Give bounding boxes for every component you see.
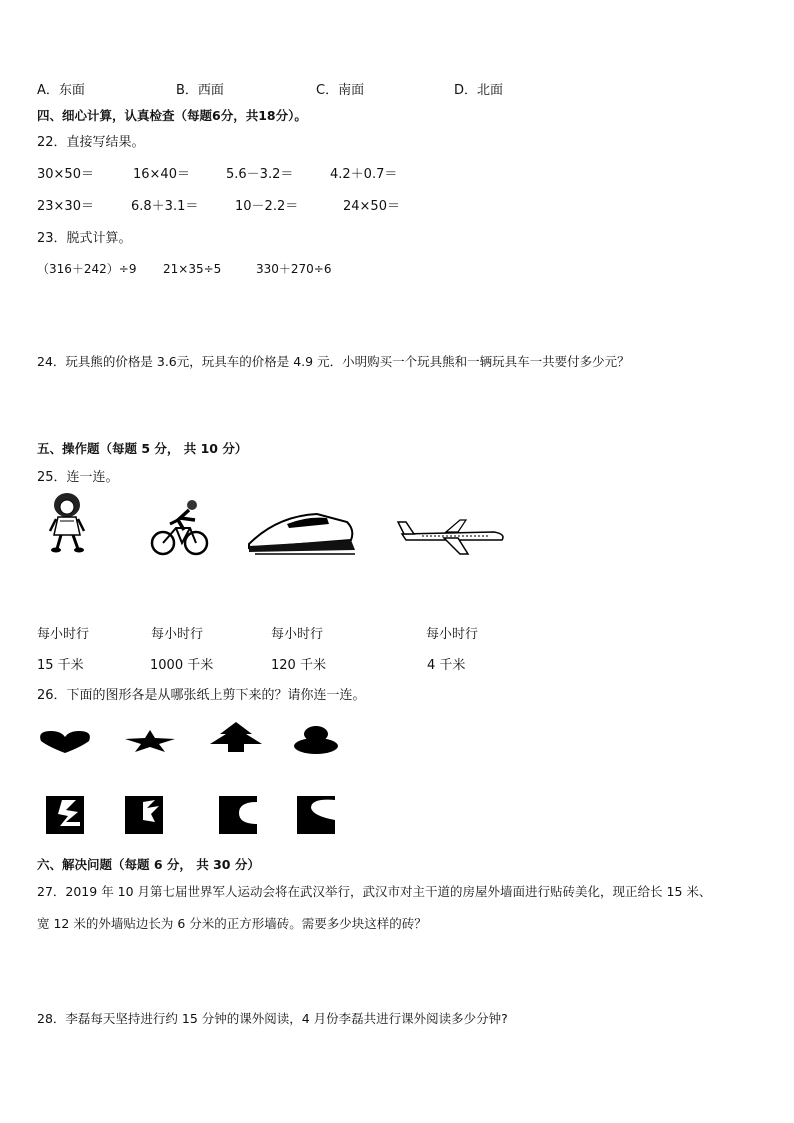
paper-cut-star-icon <box>125 796 163 834</box>
girl-walking-icon <box>45 491 90 553</box>
speed-prefix: 每小时行 <box>151 627 204 642</box>
option-d: D．北面 <box>454 83 504 98</box>
q25-label: 25．连一连。 <box>37 470 119 485</box>
speed-prefix: 每小时行 <box>271 627 324 642</box>
q22-item: 4.2＋0.7＝ <box>330 167 398 182</box>
q23-item: （316＋242）÷9 <box>37 262 137 276</box>
paper-cut-round-icon <box>219 796 257 834</box>
section-5-title: 五、操作题（每题 5 分， 共 10 分） <box>37 441 248 456</box>
option-c: C．南面 <box>316 83 365 98</box>
option-b: B．西面 <box>176 83 224 98</box>
q23-item: 330＋270÷6 <box>256 262 332 276</box>
paper-cut-heart-icon <box>297 796 335 834</box>
q22-item: 10－2.2＝ <box>235 199 299 214</box>
q24-text: 24．玩具熊的价格是 3.6元，玩具车的价格是 4.9 元．小明购买一个玩具熊和一辆玩具车一共要付多少元？ <box>37 354 630 369</box>
q27-line1: 27．2019 年 10 月第七届世界军人运动会将在武汉举行，武汉市对主干道的房屋外墙面进行贴砖美化，现正给长 15 米、 <box>37 884 712 899</box>
q23-label: 23．脱式计算。 <box>37 231 132 246</box>
speed-prefix: 每小时行 <box>37 627 90 642</box>
section-4-title: 四、细心计算，认真检查（每题6分，共18分）。 <box>37 108 307 123</box>
q22-item: 23×30＝ <box>37 199 94 214</box>
speed-value: 4 千米 <box>427 658 466 673</box>
speed-value: 1000 千米 <box>150 658 214 673</box>
q28-text: 28．李磊每天坚持进行约 15 分钟的课外阅读，4 月份李磊共进行课外阅读多少分钟? <box>37 1011 508 1026</box>
paper-cut-zigzag-icon <box>46 796 84 834</box>
star-icon <box>125 730 175 752</box>
q22-item: 6.8＋3.1＝ <box>131 199 199 214</box>
q22-item: 30×50＝ <box>37 167 94 182</box>
q22-item: 24×50＝ <box>343 199 400 214</box>
arrow-tree-icon <box>208 722 264 752</box>
q23-item: 21×35÷5 <box>163 262 222 276</box>
speed-value: 120 千米 <box>271 658 326 673</box>
q22-label: 22．直接写结果。 <box>37 135 145 150</box>
snowman-shape-icon <box>293 726 339 754</box>
q22-item: 16×40＝ <box>133 167 190 182</box>
q22-item: 5.6－3.2＝ <box>226 167 294 182</box>
heart-icon <box>39 729 91 753</box>
option-a: A．东面 <box>37 83 85 98</box>
cyclist-icon <box>150 496 210 558</box>
q26-label: 26．下面的图形各是从哪张纸上剪下来的？请你连一连。 <box>37 688 366 703</box>
speed-value: 15 千米 <box>37 658 84 673</box>
section-6-title: 六、解决问题（每题 6 分， 共 30 分） <box>37 857 260 872</box>
airplane-icon <box>396 516 508 556</box>
q27-line2: 宽 12 米的外墙贴边长为 6 分米的正方形墙砖。需要多少块这样的砖？ <box>37 916 427 931</box>
high-speed-train-icon <box>247 510 357 556</box>
speed-prefix: 每小时行 <box>426 627 479 642</box>
